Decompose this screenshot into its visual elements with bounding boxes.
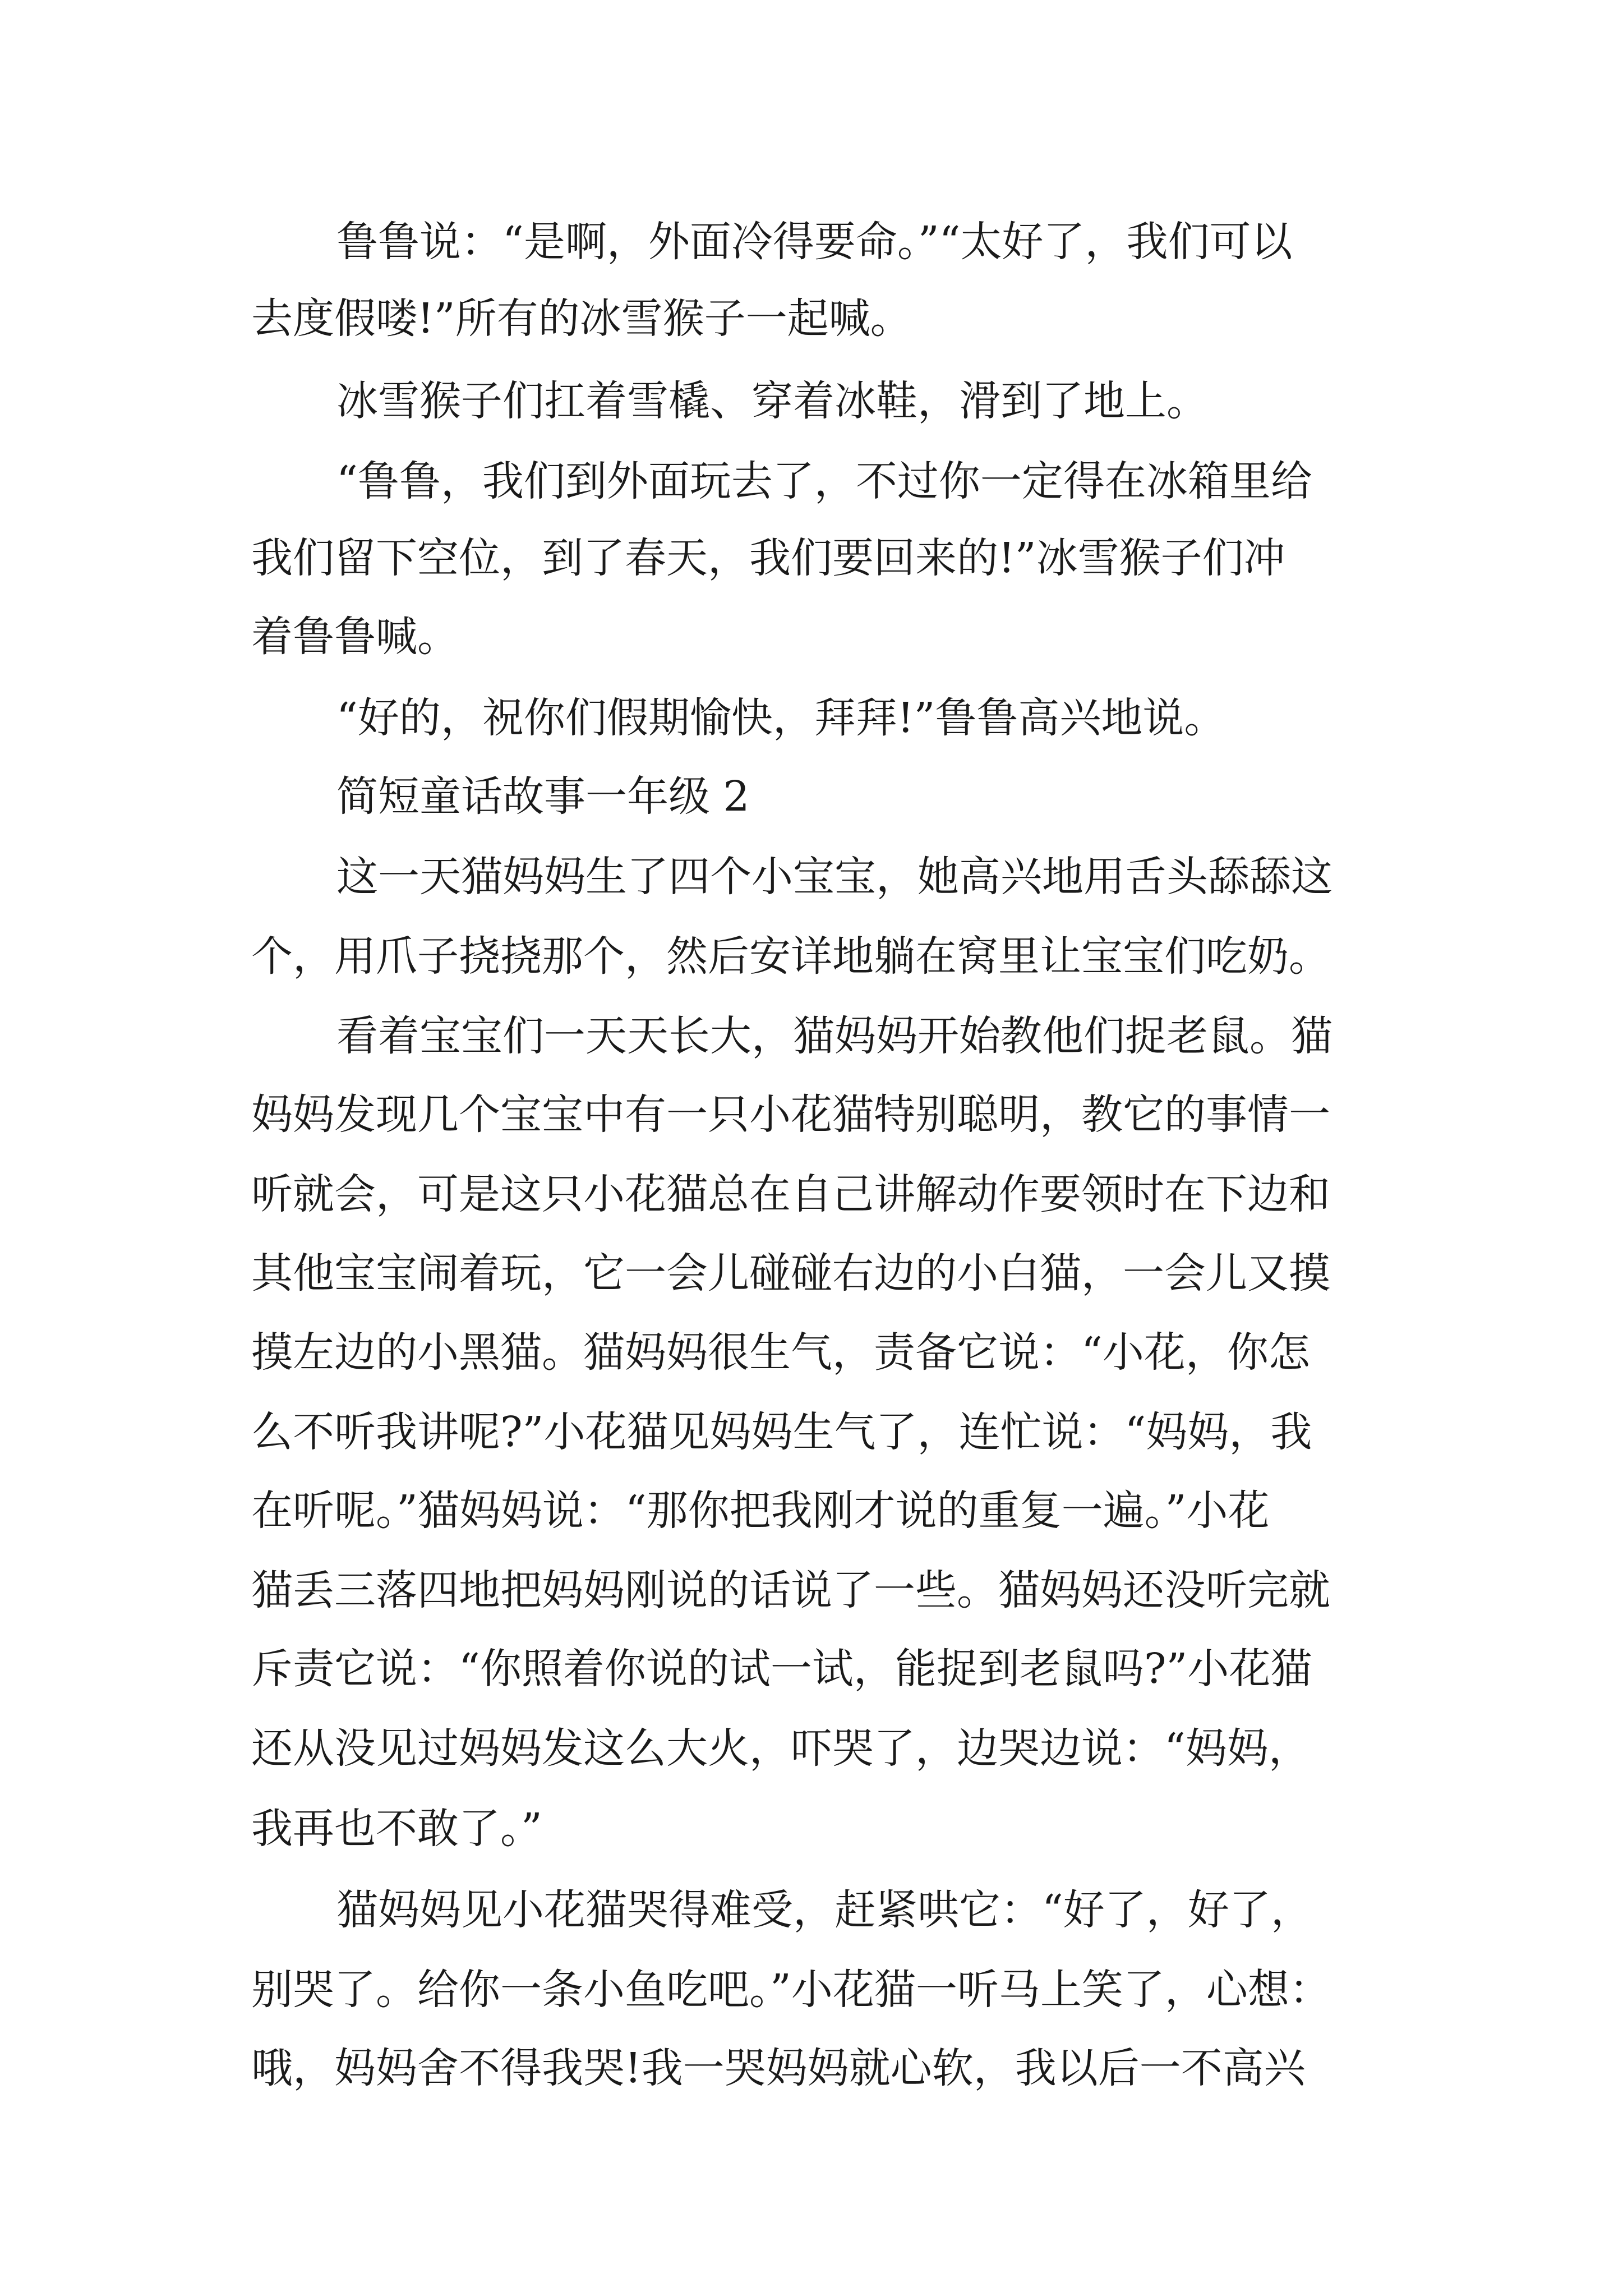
text-line: 其他宝宝闹着玩，它一会儿碰碰右边的小白猫，一会儿又摸	[251, 1249, 1330, 1297]
text-line: 冰雪猴子们扛着雪橇、穿着冰鞋，滑到了地上。	[336, 377, 1208, 425]
text-line: 在听呢。”猫妈妈说：“那你把我刚才说的重复一遍。”小花	[251, 1487, 1270, 1535]
text-line: 个，用爪子挠挠那个，然后安详地躺在窝里让宝宝们吃奶。	[251, 932, 1330, 981]
text-line: 这一天猫妈妈生了四个小宝宝，她高兴地用舌头舔舔这	[336, 853, 1332, 901]
text-line: 看着宝宝们一天天长大，猫妈妈开始教他们捉老鼠。猫	[336, 1012, 1332, 1060]
text-line: 听就会，可是这只小花猫总在自己讲解动作要领时在下边和	[251, 1170, 1330, 1218]
text-line: “鲁鲁，我们到外面玩去了，不过你一定得在冰箱里给	[336, 457, 1312, 505]
text-line: 我再也不敢了。”	[251, 1805, 542, 1853]
text-line: 妈妈发现几个宝宝中有一只小花猫特别聪明，教它的事情一	[251, 1091, 1330, 1139]
text-line: 斥责它说：“你照着你说的试一试，能捉到老鼠吗?”小花猫	[251, 1645, 1312, 1693]
text-line: 去度假喽!”所有的冰雪猴子一起喊。	[251, 295, 912, 343]
text-line: 还从没见过妈妈发这么大火，吓哭了，边哭边说：“妈妈，	[251, 1724, 1310, 1773]
text-line: “好的，祝你们假期愉快，拜拜!”鲁鲁高兴地说。	[336, 694, 1226, 742]
text-line: 猫妈妈见小花猫哭得难受，赶紧哄它：“好了，好了，	[336, 1886, 1312, 1934]
text-line: 我们留下空位，到了春天，我们要回来的!”冰雪猴子们冲	[251, 534, 1285, 582]
text-line: 哦，妈妈舍不得我哭!我一哭妈妈就心软，我以后一不高兴	[251, 2044, 1306, 2092]
text-line: 别哭了。给你一条小鱼吃吧。”小花猫一听马上笑了，心想：	[251, 1966, 1331, 2014]
text-line: 鲁鲁说：“是啊，外面冷得要命。”“太好了，我们可以	[336, 218, 1293, 266]
text-line: 摸左边的小黑猫。猫妈妈很生气，责备它说：“小花，你怎	[251, 1328, 1310, 1377]
text-line: 着鲁鲁喊。	[251, 613, 459, 661]
section-heading: 简短童话故事一年级 2	[336, 772, 750, 821]
text-line: 猫丢三落四地把妈妈刚说的话说了一些。猫妈妈还没听完就	[251, 1566, 1330, 1614]
text-line: 么不听我讲呢?”小花猫见妈妈生气了，连忙说：“妈妈，我	[251, 1408, 1312, 1456]
